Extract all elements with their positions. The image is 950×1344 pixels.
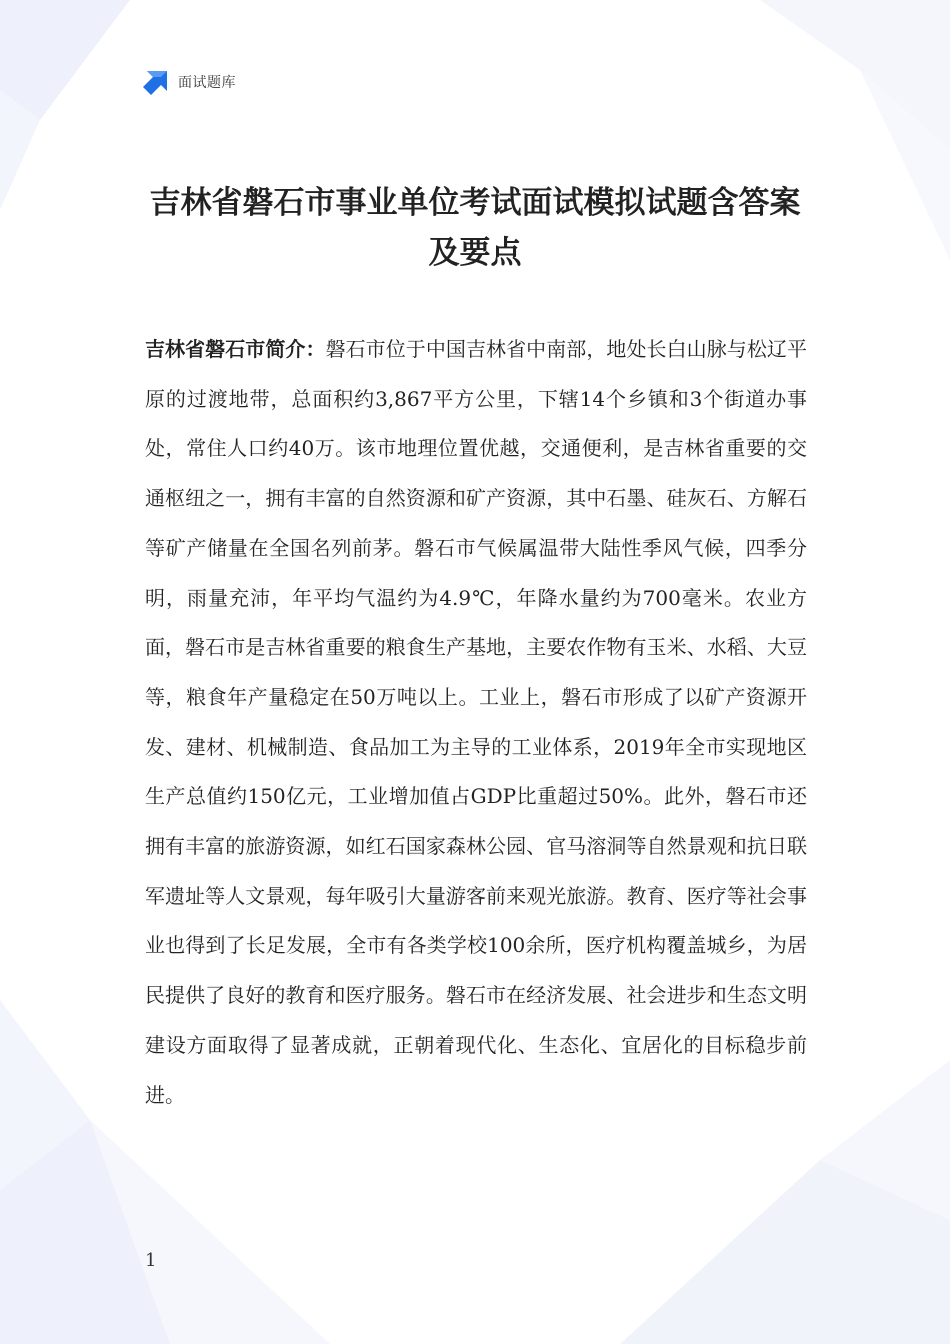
intro-text: 磐石市位于中国吉林省中南部，地处长白山脉与松辽平原的过渡地带，总面积约3,867平方公里，下辖14个乡镇和3个街道办事处，常住人口约40万。该市地理位置优越，交通便利，是吉林省重要的交通枢纽之一，拥有丰富的自然资源和矿产资源，其中石墨、硅灰石、方解石等矿产储量在全国名列前茅。磐石市气候属温带大陆性季风气候，四季分明，雨量充沛，年平均气温约为4.9℃，年降水量约为700毫米。农业方面，磐石市是吉林省重要的粮食生产基地，主要农作物有玉米、水稻、大豆等，粮食年产量稳定在50万吨以上。工业上，磐石市形成了以矿产资源开发、建材、机械制造、食品加工为主导的工业体系，2019年全市实现地区生产总值约150亿元，工业增加值占GDP比重超过50%。此外，磐石市还拥有丰富的旅游资源，如红石国家森林公园、官马溶洞等自然景观和抗日联军遗址等人文景观，每年吸引大量游客前来观光旅游。教育、医疗等社会事业也得到了长足发展，全市有各类学校100余所，医疗机构覆盖城乡，为居民提供了良好的教育和医疗服务。磐石市在经济发展、社会进步和生态文明建设方面取得了显著成就，正朝着现代化、生态化、宜居化的目标稳步前进。 bbox=[145, 337, 807, 1107]
page-header bbox=[143, 68, 236, 96]
intro-lead-label: 吉林省磐石市简介： bbox=[145, 337, 326, 361]
document-title: 吉林省磐石市事业单位考试面试模拟试题含答案及要点 bbox=[149, 185, 801, 271]
arrow-up-right-icon bbox=[143, 69, 169, 95]
page-number: 1 bbox=[145, 1250, 157, 1271]
intro-paragraph bbox=[145, 325, 807, 1120]
brand-name: 面试题库 bbox=[178, 75, 236, 91]
